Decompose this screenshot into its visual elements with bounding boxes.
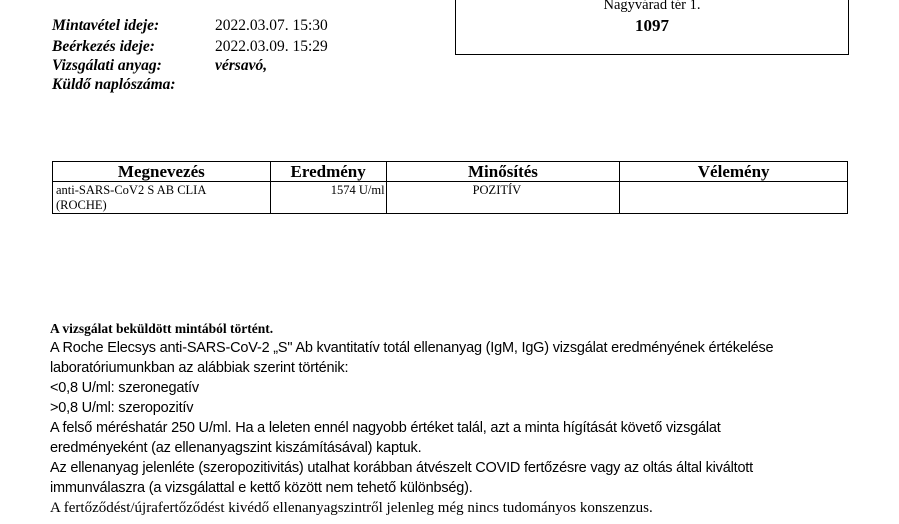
results-table — [52, 161, 848, 214]
note-line: Az ellenanyag jelenléte (szeropozitivitás) utalhat korábban átvészelt COVID fertőzésre vagy az oltás által kiváltott — [50, 460, 753, 476]
address-postcode: 1097 — [635, 16, 669, 35]
address-street: Nagyvárad tér 1. — [603, 0, 701, 13]
notes-section — [50, 320, 880, 518]
sample-material-label: Vizsgálati anyag: — [52, 57, 162, 74]
note-line: laboratóriumunkban az alábbiak szerint történik: — [50, 360, 349, 376]
address-box — [455, 0, 849, 55]
arrival-time-value: 2022.03.09. 15:29 — [215, 38, 328, 55]
header-opinion: Vélemény — [620, 162, 848, 182]
header-result: Eredmény — [270, 162, 386, 182]
results-header-row — [53, 162, 848, 182]
sampling-time-value: 2022.03.07. 15:30 — [215, 17, 328, 34]
notes-heading: A vizsgálat beküldött mintából történt. — [50, 321, 274, 336]
note-line: A Roche Elecsys anti-SARS-CoV-2 „S" Ab kvantitatív totál ellenanyag (IgM, IgG) vizsgálat eredményének értékelése — [50, 340, 774, 356]
note-line: immunválaszra (a vizsgálattal e kettő között nem tehető különbség). — [50, 480, 473, 496]
sampling-time-label: Mintavétel ideje: — [52, 17, 160, 34]
sender-log-number-label: Küldő naplószáma: — [52, 76, 176, 93]
test-result-cell: 1574 U/ml — [270, 182, 386, 214]
test-opinion-cell — [620, 182, 848, 214]
header-rating: Minősítés — [386, 162, 620, 182]
header-name: Megnevezés — [53, 162, 271, 182]
arrival-time-label: Beérkezés ideje: — [52, 38, 155, 55]
note-line: A felső méréshatár 250 U/ml. Ha a leleten ennél nagyobb értéket talál, azt a minta hígítását követő vizsgálat — [50, 420, 721, 436]
note-line: eredményeként (az ellenanyagszint kiszámításával) kaptuk. — [50, 440, 422, 456]
note-line: >0,8 U/ml: szeropozitív — [50, 400, 194, 416]
note-last-line: A fertőződést/újrafertőződést kivédő ellenanyagszintről jelenleg még nincs tudományos konszenzus. — [50, 500, 653, 516]
table-row — [53, 182, 848, 214]
test-rating-cell: POZITÍV — [386, 182, 620, 214]
test-name-cell: anti-SARS-CoV2 S AB CLIA (ROCHE) — [53, 182, 271, 214]
note-line: <0,8 U/ml: szeronegatív — [50, 380, 199, 396]
sample-material-value: vérsavó, — [215, 57, 268, 74]
